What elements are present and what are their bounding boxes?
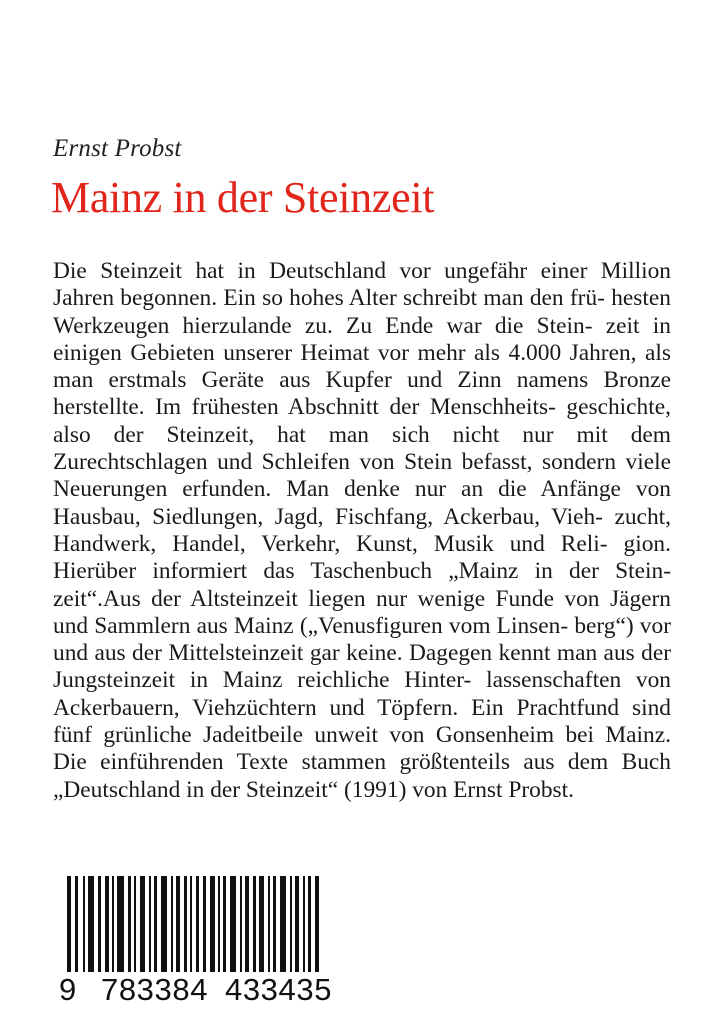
barcode-first-digit: 9 [59, 972, 77, 1007]
blurb-line: Jahren, als man erstmals Geräte aus Kupfer und Zinn namens [53, 339, 671, 394]
blurb-line: kennt man aus der Jungsteinzeit in Mainz reichliche Hinter- [53, 640, 672, 694]
blurb-line: zucht, Handwerk, Handel, Verkehr, Kunst, Musik und Reli- [53, 503, 671, 557]
blurb-line: Stein-zeit“.Aus der Altsteinzeit liegen nur wenige Funde von [53, 558, 671, 612]
author-name: Ernst Probst [53, 135, 182, 162]
blurb-line: lassenschaften von Ackerbauern, Viehzüchtern und Töpfern. [53, 667, 671, 721]
blurb-line: zeit in einigen Gebieten unserer Heimat vor mehr als 4.000 [53, 312, 671, 366]
blurb-line: berg“) vor und aus der Mittelsteinzeit gar keine. Dagegen [53, 612, 671, 667]
blurb-text [53, 258, 671, 804]
barcode-right-digits: 433435 [225, 972, 333, 1007]
blurb-line: geschichte, also der Steinzeit, hat man sich nicht nur mit dem [53, 394, 671, 448]
blurb-line: Zurechtschlagen und Schleifen von Stein befasst, sondern [53, 449, 617, 476]
isbn-barcode [45, 868, 333, 1018]
blurb-line: viele Neuerungen erfunden. Man denke nur an die Anfänge [53, 449, 671, 503]
blurb-line: gion. Hierüber informiert das Taschenbuch „Mainz in der [53, 530, 671, 585]
blurb-line: Jahren begonnen. Ein so hohes Alter schreibt man den frü- [53, 285, 605, 312]
book-title: Mainz in der Steinzeit [51, 173, 435, 222]
blurb-line: Bronze herstellte. Im frühesten Abschnitt der Menschheits- [53, 367, 671, 421]
blurb-line: Ein Prachtfund sind fünf grünliche Jadeitbeile unweit von [53, 694, 671, 749]
blurb-line: Die Steinzeit hat in Deutschland vor ungefähr einer Million [53, 258, 671, 284]
blurb-line: Jägern und Sammlern aus Mainz („Venusfiguren vom Linsen- [53, 585, 671, 639]
barcode-left-digits: 783384 [101, 972, 209, 1007]
blurb-line: größtenteils aus dem Buch „Deutschland in der Steinzeit“ [53, 749, 671, 803]
blurb-line: hesten Werkzeugen hierzulande zu. Zu Ende war die Stein- [53, 285, 671, 339]
barcode-digits [45, 972, 333, 1008]
blurb-line: Gonsenheim bei Mainz. Die einführenden Texte stammen [53, 722, 671, 776]
blurb-line: (1991) von Ernst Probst. [344, 776, 575, 803]
blurb-line: von Hausbau, Siedlungen, Jagd, Fischfang, Ackerbau, Vieh- [53, 476, 671, 530]
